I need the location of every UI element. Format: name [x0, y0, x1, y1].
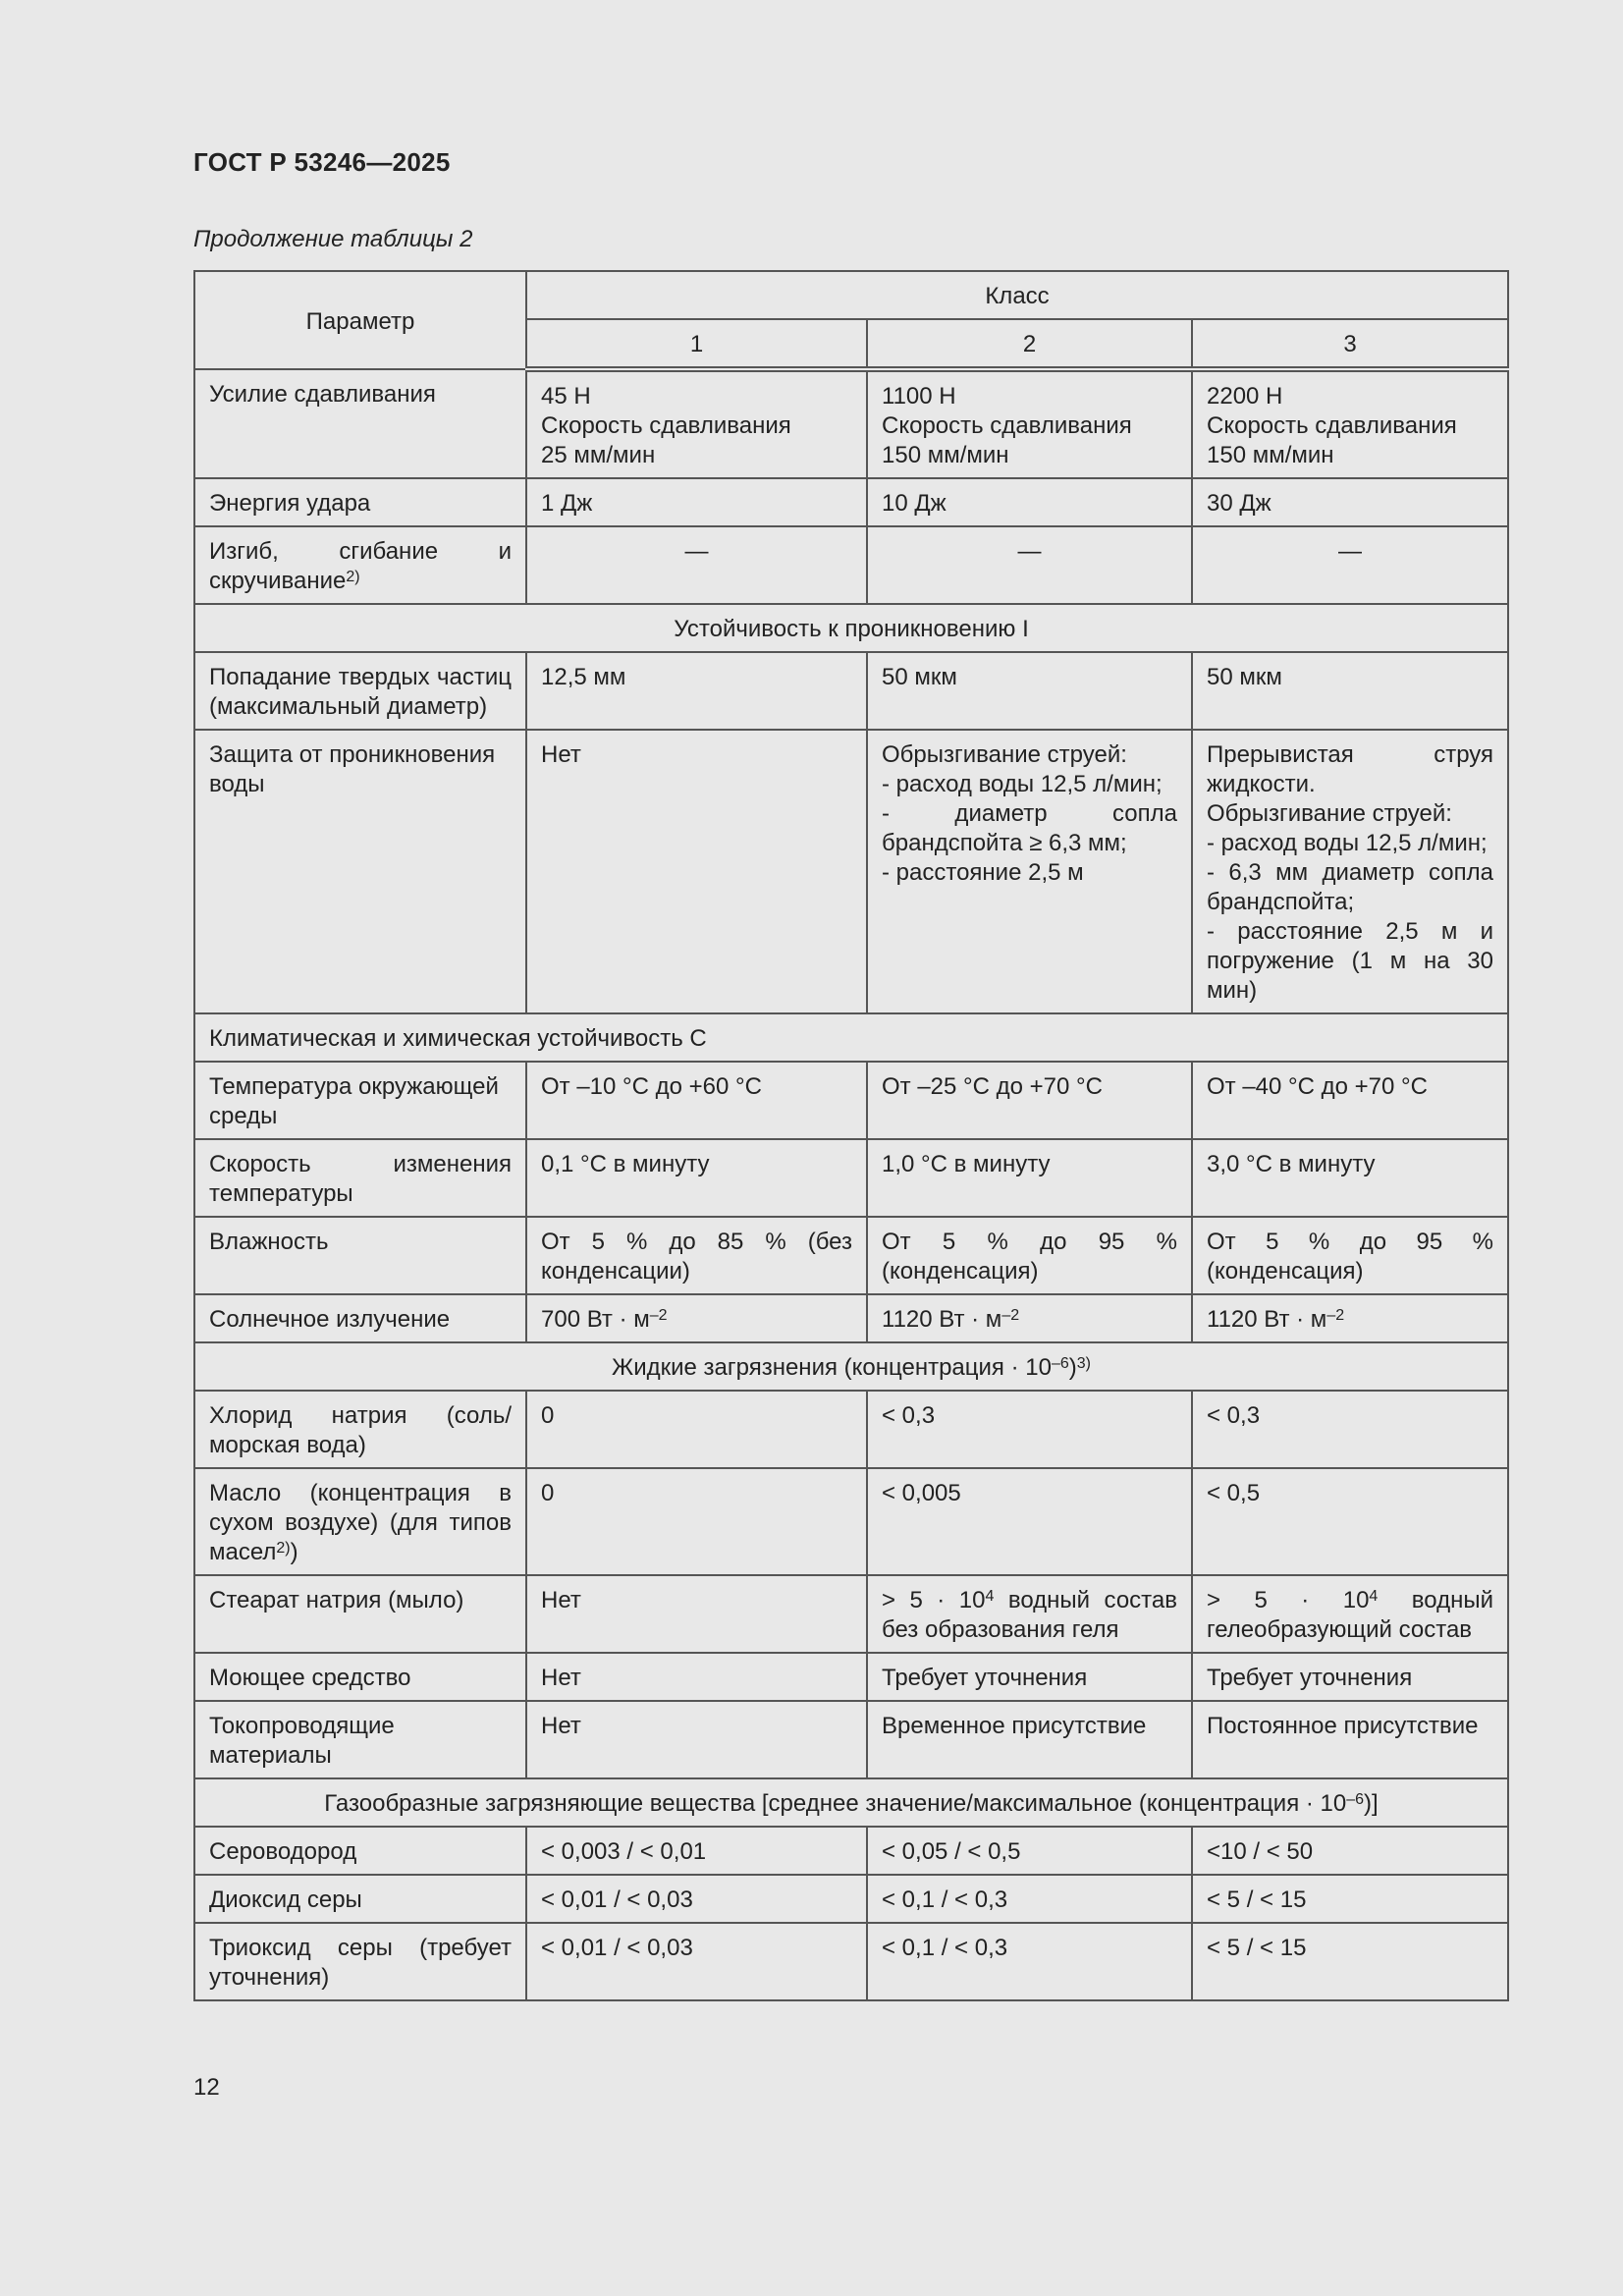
cell-line: < 0,3 — [1207, 1402, 1261, 1429]
cell-line: — — [1017, 538, 1042, 565]
class-3-cell — [1192, 369, 1508, 478]
table-row — [194, 1875, 1508, 1923]
param-cell: Триоксид серы (требует уточнения) — [194, 1923, 526, 2000]
cell-line: Требует уточнения — [882, 1665, 1088, 1691]
param-cell: Стеарат натрия (мыло) — [194, 1575, 526, 1653]
cell-line: < 0,1 / < 0,3 — [882, 1935, 1008, 1961]
cell-line: 12,5 мм — [541, 664, 626, 690]
class-3-cell — [1192, 1217, 1508, 1294]
param-cell: Энергия удара — [194, 478, 526, 526]
class-2-cell — [867, 1875, 1192, 1923]
class-3-cell — [1192, 1294, 1508, 1342]
param-cell: Попадание твердых частиц (максимальный диаметр) — [194, 652, 526, 730]
class-1-cell — [526, 1294, 867, 1342]
table-row — [194, 1827, 1508, 1875]
class-3-cell — [1192, 1827, 1508, 1875]
param-cell: Моющее средство — [194, 1653, 526, 1701]
table-row — [194, 369, 1508, 478]
cell-line: < 0,3 — [882, 1402, 936, 1429]
param-cell: Изгиб, сгибание и скручивание$^{2)}$ — [194, 526, 526, 604]
class-2-cell — [867, 1653, 1192, 1701]
param-cell: Солнечное излучение — [194, 1294, 526, 1342]
cell-line: - диаметр сопла брандспойта ≥ 6,3 мм; — [882, 800, 1177, 856]
class-1-cell — [526, 1062, 867, 1139]
class-1-cell — [526, 369, 867, 478]
class-3-cell — [1192, 652, 1508, 730]
cell-line: 1100 Н — [882, 383, 956, 410]
class-3-cell — [1192, 1701, 1508, 1778]
cell-line: Нет — [541, 1665, 581, 1691]
cell-line: 10 Дж — [882, 490, 947, 517]
table-row — [194, 1701, 1508, 1778]
table-body — [194, 369, 1508, 2000]
table-row — [194, 1923, 1508, 2000]
cell-line: < 0,5 — [1207, 1480, 1261, 1506]
class-3-cell — [1192, 526, 1508, 604]
section-heading: Устойчивость к проникновению I — [194, 604, 1508, 652]
table-row — [194, 1294, 1508, 1342]
cell-line: 0 — [541, 1402, 555, 1429]
class-1-cell — [526, 1827, 867, 1875]
class-1-cell — [526, 1391, 867, 1468]
cell-line: — — [684, 538, 709, 565]
class-col-3: 3 — [1192, 319, 1508, 369]
param-cell: Температура окружающей среды — [194, 1062, 526, 1139]
section-heading: Жидкие загрязнения (концентрация · $10^{-6})^{3)}$ — [194, 1342, 1508, 1391]
param-cell: Усилие сдавливания — [194, 369, 526, 478]
class-1-cell — [526, 1875, 867, 1923]
cell-line: От 5 % до 85 % (без конденсации) — [541, 1229, 852, 1285]
cell-line: Требует уточнения — [1207, 1665, 1413, 1691]
cell-line: > $5 \cdot 10^4$ водный гелеобразующий состав — [1207, 1587, 1493, 1643]
cell-line: 50 мкм — [1207, 664, 1282, 690]
class-1-cell — [526, 1468, 867, 1575]
cell-line: < 0,005 — [882, 1480, 961, 1506]
class-1-cell — [526, 1701, 867, 1778]
cell-line: < 0,1 / < 0,3 — [882, 1886, 1008, 1913]
cell-line: — — [1338, 538, 1362, 565]
class-2-cell — [867, 1701, 1192, 1778]
section-row — [194, 1013, 1508, 1062]
cell-line: 150 мм/мин — [1207, 442, 1334, 468]
footnote-ref: 2) — [346, 569, 360, 585]
cell-line: - 6,3 мм диаметр сопла брандспойта; — [1207, 859, 1493, 915]
class-3-cell — [1192, 1391, 1508, 1468]
cell-line: 700 Вт · $м^{-2}$ — [541, 1306, 668, 1333]
table-row — [194, 526, 1508, 604]
cell-line: Нет — [541, 1587, 581, 1613]
cell-line: 1,0 °C в минуту — [882, 1151, 1051, 1177]
class-2-cell — [867, 730, 1192, 1013]
table-row — [194, 1391, 1508, 1468]
class-2-cell — [867, 1062, 1192, 1139]
cell-line: 3,0 °C в минуту — [1207, 1151, 1376, 1177]
class-3-cell — [1192, 478, 1508, 526]
class-2-cell — [867, 1827, 1192, 1875]
class-2-cell — [867, 652, 1192, 730]
table-row — [194, 652, 1508, 730]
cell-line: От –10 °C до +60 °C — [541, 1073, 762, 1100]
param-header: Параметр — [194, 271, 526, 369]
section-row — [194, 1778, 1508, 1827]
cell-line: - расстояние 2,5 м и погружение (1 м на 30 мин) — [1207, 918, 1493, 1004]
cell-line: Скорость сдавливания — [882, 412, 1132, 439]
section-heading: Газообразные загрязняющие вещества [среднее значение/максимальное (концентрация · $10^{-6}$)] — [194, 1778, 1508, 1827]
cell-line: 0 — [541, 1480, 555, 1506]
document-id: ГОСТ Р 53246—2025 — [193, 147, 451, 177]
cell-line: < 0,01 / < 0,03 — [541, 1935, 693, 1961]
param-cell: Сероводород — [194, 1827, 526, 1875]
cell-line: 0,1 °C в минуту — [541, 1151, 710, 1177]
param-cell: Влажность — [194, 1217, 526, 1294]
class-2-cell — [867, 1217, 1192, 1294]
cell-line: 150 мм/мин — [882, 442, 1009, 468]
cell-line: Скорость сдавливания — [541, 412, 791, 439]
page-number: 12 — [193, 2074, 220, 2101]
table-caption: Продолжение таблицы 2 — [193, 226, 473, 252]
cell-line: От 5 % до 95 % (конденсация) — [1207, 1229, 1493, 1285]
parameters-table — [193, 270, 1509, 2001]
class-1-cell — [526, 652, 867, 730]
cell-line: < 0,01 / < 0,03 — [541, 1886, 693, 1913]
param-cell: Защита от проникновения воды — [194, 730, 526, 1013]
table-row — [194, 1575, 1508, 1653]
section-row — [194, 1342, 1508, 1391]
param-cell: Хлорид натрия (соль/морская вода) — [194, 1391, 526, 1468]
cell-line: 50 мкм — [882, 664, 957, 690]
table-row — [194, 730, 1508, 1013]
class-2-cell — [867, 1575, 1192, 1653]
param-cell: Токопроводящие материалы — [194, 1701, 526, 1778]
cell-line: 1 Дж — [541, 490, 593, 517]
cell-line: Обрызгивание струей: — [1207, 800, 1452, 827]
table-row — [194, 1468, 1508, 1575]
table-row — [194, 1653, 1508, 1701]
cell-line: 1120 Вт · $м^{-2}$ — [1207, 1306, 1345, 1333]
param-cell: Масло (концентрация в сухом воздухе) (для типов масел$^{2)}$) — [194, 1468, 526, 1575]
cell-line: 30 Дж — [1207, 490, 1271, 517]
cell-line: > $5 \cdot 10^4$ водный состав без образования геля — [882, 1587, 1177, 1643]
table-row — [194, 1062, 1508, 1139]
class-1-cell — [526, 1575, 867, 1653]
cell-line: Временное присутствие — [882, 1713, 1147, 1739]
class-2-cell — [867, 1923, 1192, 2000]
class-3-cell — [1192, 1653, 1508, 1701]
param-cell: Диоксид серы — [194, 1875, 526, 1923]
cell-line: От –40 °C до +70 °C — [1207, 1073, 1428, 1100]
class-2-cell — [867, 1294, 1192, 1342]
table-row — [194, 1217, 1508, 1294]
cell-line: < 5 / < 15 — [1207, 1886, 1307, 1913]
class-1-cell — [526, 1217, 867, 1294]
class-3-cell — [1192, 1875, 1508, 1923]
param-cell: Скорость изменения температуры — [194, 1139, 526, 1217]
class-1-cell — [526, 526, 867, 604]
cell-line: Обрызгивание струей: — [882, 741, 1127, 768]
class-col-2: 2 — [867, 319, 1192, 369]
class-3-cell — [1192, 1062, 1508, 1139]
section-heading: Климатическая и химическая устойчивость С — [194, 1013, 1508, 1062]
class-2-cell — [867, 1391, 1192, 1468]
class-3-cell — [1192, 1575, 1508, 1653]
class-1-cell — [526, 1923, 867, 2000]
class-2-cell — [867, 369, 1192, 478]
cell-line: 45 Н — [541, 383, 591, 410]
class-3-cell — [1192, 730, 1508, 1013]
cell-line: От –25 °C до +70 °C — [882, 1073, 1103, 1100]
cell-line: 1120 Вт · $м^{-2}$ — [882, 1306, 1020, 1333]
table-row — [194, 478, 1508, 526]
class-1-cell — [526, 478, 867, 526]
class-3-cell — [1192, 1139, 1508, 1217]
cell-line: От 5 % до 95 % (конденсация) — [882, 1229, 1177, 1285]
cell-line: < 0,05 / < 0,5 — [882, 1838, 1021, 1865]
class-1-cell — [526, 730, 867, 1013]
class-2-cell — [867, 478, 1192, 526]
class-2-cell — [867, 526, 1192, 604]
cell-line: Постоянное присутствие — [1207, 1713, 1479, 1739]
cell-line: - расстояние 2,5 м — [882, 859, 1084, 886]
cell-line: - расход воды 12,5 л/мин; — [1207, 830, 1488, 856]
cell-line: < 0,003 / < 0,01 — [541, 1838, 707, 1865]
cell-line: Нет — [541, 1713, 581, 1739]
class-2-cell — [867, 1468, 1192, 1575]
cell-line: - расход воды 12,5 л/мин; — [882, 771, 1163, 797]
section-row — [194, 604, 1508, 652]
cell-line: Нет — [541, 741, 581, 768]
cell-line: 2200 Н — [1207, 383, 1283, 410]
class-col-1: 1 — [526, 319, 867, 369]
class-2-cell — [867, 1139, 1192, 1217]
cell-line: <10 / < 50 — [1207, 1838, 1314, 1865]
cell-line: 25 мм/мин — [541, 442, 656, 468]
cell-line: < 5 / < 15 — [1207, 1935, 1307, 1961]
class-header: Класс — [526, 271, 1508, 319]
cell-line: Прерывистая струя жидкости. — [1207, 741, 1493, 797]
class-1-cell — [526, 1653, 867, 1701]
class-3-cell — [1192, 1468, 1508, 1575]
class-3-cell — [1192, 1923, 1508, 2000]
table-row — [194, 1139, 1508, 1217]
cell-line: Скорость сдавливания — [1207, 412, 1457, 439]
class-1-cell — [526, 1139, 867, 1217]
